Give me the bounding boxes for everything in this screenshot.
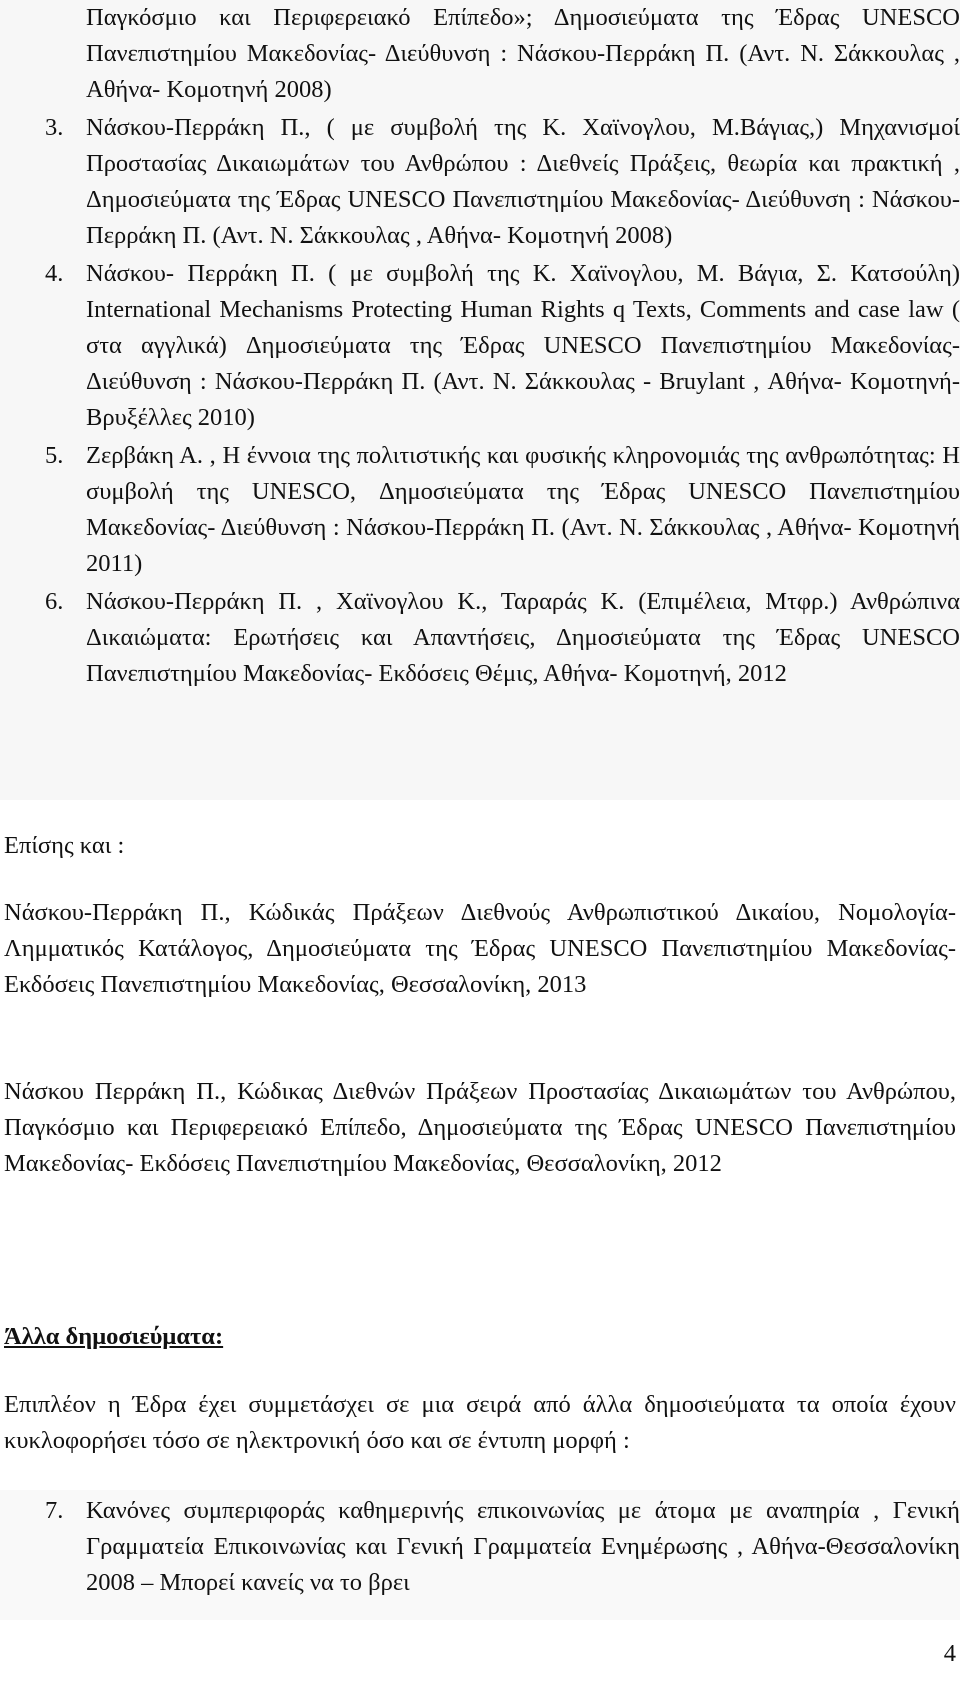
list-item-number: 7.	[45, 1497, 64, 1524]
other-publications-heading: Άλλα δημοσιεύματα:	[4, 1323, 224, 1350]
list-item-number: 3.	[45, 114, 64, 141]
list-item-text: Νάσκου-Περράκη Π. , Χαϊνογλου Κ., Ταραράς Κ. (Επιμέλεια, Μτφρ.) Ανθρώπινα Δικαιώματα: Ερωτήσεις και Απαντήσεις, Δημοσιεύματα της Έδρας UNESCO Πανεπιστημίου Μακεδονίας- Εκδόσεις Θέμις, Αθήνα- Κομοτηνή, 2012	[86, 588, 960, 687]
also-label: Επίσης και :	[4, 832, 125, 859]
publication-list	[0, 0, 960, 692]
list-item-text: Νάσκου- Περράκη Π. ( με συμβολή της Κ. Χαϊνογλου, Μ. Βάγια, Σ. Κατσούλη) International Mechanisms Protecting Human Rights q Texts, Comments and case law ( στα αγγλικά) Δημοσιεύματα της Έδρας UNESCO Πανεπιστημίου Μακεδονίας- Διεύθυνση : Νάσκου-Περράκη Π. (Αντ. Ν. Σάκκουλας - Bruylant , Αθήνα- Κομοτηνή-Βρυξέλλες 2010)	[86, 260, 960, 431]
list-item	[0, 584, 960, 692]
list-item-number: 4.	[45, 260, 64, 287]
list-item-continued	[0, 0, 960, 108]
list-item	[0, 110, 960, 254]
list-item-text: Κανόνες συμπεριφοράς καθημερινής επικοινωνίας με άτομα με αναπηρία , Γενική Γραμματεία Επικοινωνίας και Γενική Γραμματεία Ενημέρωσης , Αθήνα-Θεσσαλονίκη 2008 – Μπορεί κανείς να το βρει	[86, 1497, 960, 1596]
list-item-text: Παγκόσμιο και Περιφερειακό Επίπεδο»; Δημοσιεύματα της Έδρας UNESCO Πανεπιστημίου Μακεδονίας- Διεύθυνση : Νάσκου-Περράκη Π. (Αντ. Ν. Σάκκουλας , Αθήνα- Κομοτηνή 2008)	[86, 4, 960, 103]
list-item-number: 6.	[45, 588, 64, 615]
list-item-text: Ζερβάκη Α. , Η έννοια της πολιτιστικής και φυσικής κληρονομιάς της ανθρωπότητας: Η συμβολή της UNESCO, Δημοσιεύματα της Έδρας UNESCO Πανεπιστημίου Μακεδονίας- Διεύθυνση : Νάσκου-Περράκη Π. (Αντ. Ν. Σάκκουλας , Αθήνα- Κομοτηνή 2011)	[86, 442, 960, 577]
paragraph-criminal-code: Νάσκου-Περράκη Π., Κώδικάς Πράξεων Διεθνούς Ανθρωπιστικού Δικαίου, Νομολογία- Λημματικός Κατάλογος, Δημοσιεύματα της Έδρας UNESCO Πανεπιστημίου Μακεδονίας- Εκδόσεις Πανεπιστημίου Μακεδονίας, Θεσσαλονίκη, 2013	[4, 899, 956, 998]
list-item	[0, 1493, 960, 1601]
list-item-text: Νάσκου-Περράκη Π., ( με συμβολή της Κ. Χαϊνογλου, Μ.Βάγιας,) Μηχανισμοί Προστασίας Δικαιωμάτων του Ανθρώπου : Διεθνείς Πράξεις, θεωρία και πρακτική , Δημοσιεύματα της Έδρας UNESCO Πανεπιστημίου Μακεδονίας- Διεύθυνση : Νάσκου-Περράκη Π. (Αντ. Ν. Σάκκουλας , Αθήνα- Κομοτηνή 2008)	[86, 114, 960, 249]
list-item	[0, 256, 960, 436]
other-publications-intro: Επιπλέον η Έδρα έχει συμμετάσχει σε μια σειρά από άλλα δημοσιεύματα τα οποία έχουν κυκλοφορήσει τόσο σε ηλεκτρονική όσο και σε έντυπη μορφή :	[4, 1391, 956, 1454]
list-item	[0, 438, 960, 582]
page-number: 4	[943, 1640, 956, 1667]
paragraph-human-rights-code: Νάσκου Περράκη Π., Κώδικας Διεθνών Πράξεων Προστασίας Δικαιωμάτων του Ανθρώπου, Παγκόσμιο και Περιφερειακό Επίπεδο, Δημοσιεύματα της Έδρας UNESCO Πανεπιστημίου Μακεδονίας- Εκδόσεις Πανεπιστημίου Μακεδονίας, Θεσσαλονίκη, 2012	[4, 1078, 956, 1177]
list-item-number: 5.	[45, 442, 64, 469]
